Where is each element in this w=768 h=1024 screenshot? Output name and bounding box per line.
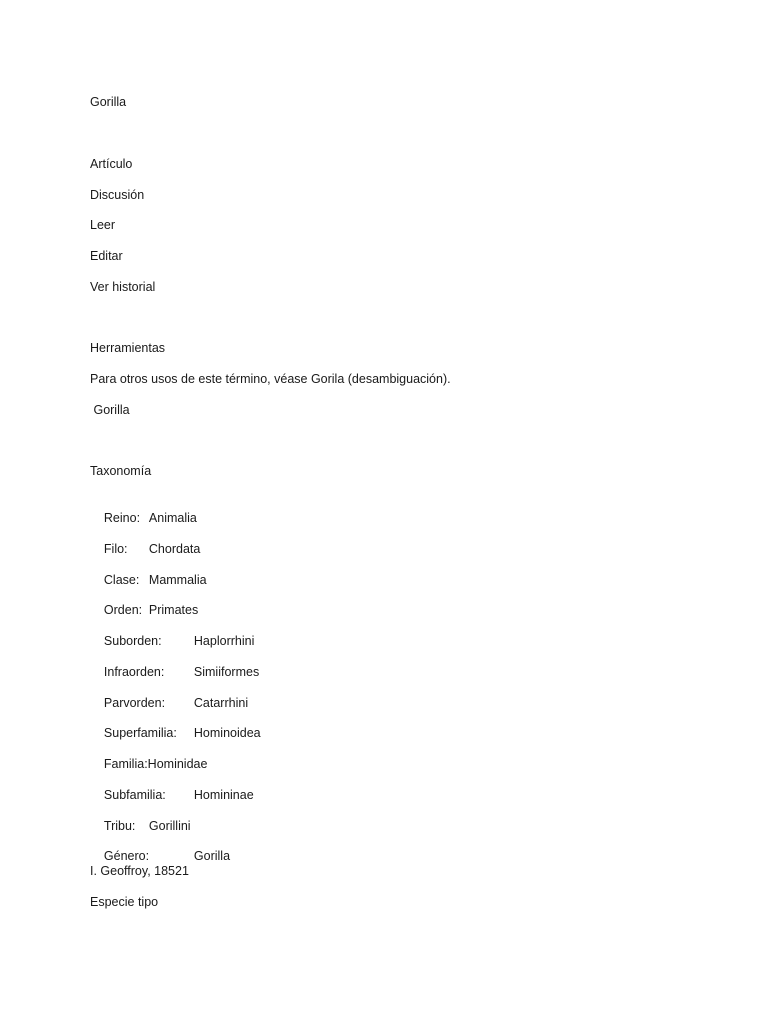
taxonomy-value[interactable]: Gorilla [193, 849, 231, 863]
taxonomy-value[interactable]: Animalia [148, 511, 197, 525]
tab-read[interactable]: Leer [90, 218, 116, 232]
taxonomy-value[interactable]: Mammalia [148, 573, 207, 587]
taxonomy-value[interactable]: Primates [148, 603, 199, 617]
taxonomy-key: Tribu: [103, 819, 136, 833]
document-page [90, 0, 730, 1024]
taxonomy-key: Filo: [103, 542, 128, 556]
taxonomy-key: Suborden: [103, 634, 162, 648]
taxonomy-authority: I. Geoffroy, 18521 [90, 864, 189, 878]
taxonomy-heading: Taxonomía [90, 464, 152, 478]
page-title: Gorilla [90, 95, 127, 109]
taxonomy-key: Reino: [103, 511, 141, 525]
taxonomy-key: Parvorden: [103, 696, 166, 710]
taxonomy-value[interactable]: Catarrhini [193, 696, 249, 710]
tools-menu[interactable]: Herramientas [90, 341, 166, 355]
tab-view-history[interactable]: Ver historial [90, 280, 156, 294]
disambiguation-note: Para otros usos de este término, véase Gorila (desambiguación). [90, 372, 451, 386]
tab-edit[interactable]: Editar [90, 249, 123, 263]
tab-discussion[interactable]: Discusión [90, 188, 145, 202]
tab-article[interactable]: Artículo [90, 157, 133, 171]
taxonomy-value[interactable]: Simiiformes [193, 665, 260, 679]
taxonomy-value[interactable]: Homininae [193, 788, 254, 802]
taxonomy-value[interactable]: Hominoidea [193, 726, 261, 740]
taxonomy-value[interactable]: Haplorrhini [193, 634, 255, 648]
taxonomy-key: Subfamilia: [103, 788, 166, 802]
taxonomy-value[interactable]: Chordata [148, 542, 201, 556]
taxonomy-key: Orden: [103, 603, 143, 617]
taxonomy-key: Familia: [103, 757, 148, 771]
taxonomy-key: Infraorden: [103, 665, 165, 679]
type-species-label: Especie tipo [90, 895, 159, 909]
taxonomy-key: Superfamilia: [103, 726, 177, 740]
taxonomy-value[interactable]: Gorillini [148, 819, 191, 833]
taxonomy-key: Género: [103, 849, 150, 863]
taxonomy-value[interactable]: Hominidae [147, 757, 208, 771]
taxonomy-key: Clase: [103, 573, 140, 587]
image-caption: Gorilla [90, 403, 130, 417]
